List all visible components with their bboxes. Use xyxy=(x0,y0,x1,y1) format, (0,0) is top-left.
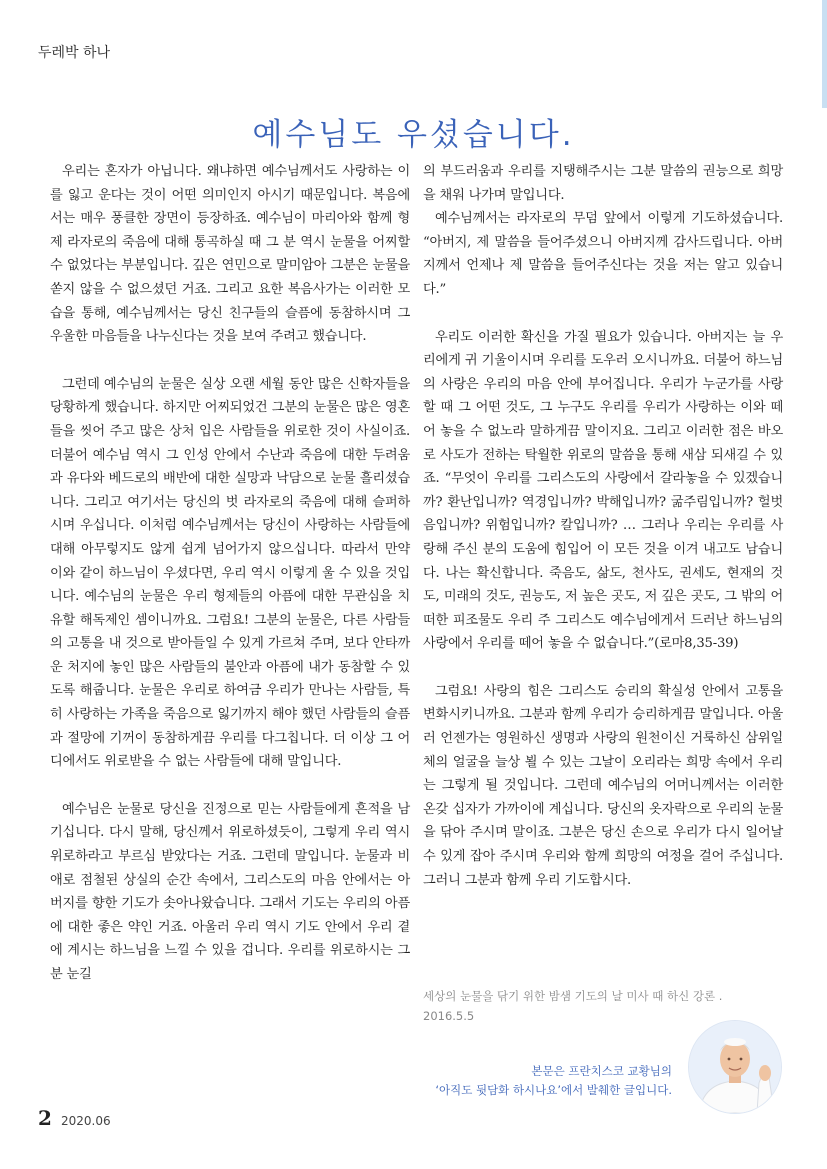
page-title: 예수님도 우셨습니다. xyxy=(252,116,575,153)
section-label: 두레박 하나 xyxy=(38,45,111,61)
pope-portrait-icon xyxy=(688,1020,782,1114)
source-line: 세상의 눈물을 닦기 위한 밤샘 기도의 날 미사 때 하신 강론 . xyxy=(423,989,723,1003)
paragraph: 우리도 이러한 확신을 가질 필요가 있습니다. 아버지는 늘 우리에게 귀 기울이시며 우리를 도우러 오시니까요. 더불어 하느님의 사랑은 우리의 마음 안에 부어집니다. 우리가 누군가를 사랑할 때 그 어떤 것도, 그 누구도 우리를 우리가 사랑하는 이와 떼어 놓을 수 없노라 말하게끔 말이지요. 그리고 이러한 점은 바오로 사도가 전하는 탁월한 위로의 말씀을 통해 새삼 되새길 수 있죠. “무엇이 우리를 그리스도의 사랑에서 갈라놓을 수 있겠습니까? 환난입니까? 역경입니까? 박해입니까? 굶주림입니까? 헐벗음입니까? 위험입니까? 칼입니까? … 그러나 우리는 우리를 사랑해 주신 분의 도움에 힘입어 이 모든 것을 이겨 내고도 남습니다. 나는 확신합니다. 죽음도, 삶도, 천사도, 권세도, 현재의 것도, 미래의 것도, 권능도, 저 높은 곳도, 저 깊은 곳도, 그 밖의 어떠한 피조물도 우리 주 그리스도 예수님에게서 드러난 하느님의 사랑에서 우리를 떼어 놓을 수 없습니다.”(로마8,35-39) xyxy=(423,329,783,652)
paragraph: 그런데 예수님의 눈물은 실상 오랜 세월 동안 많은 신학자들을 당황하게 했습니다. 하지만 어찌되었건 그분의 눈물은 많은 영혼들을 씻어 주고 많은 상처 입은 사람들을 위로한 것이 사실이죠. 더불어 예수님 역시 그 인성 안에서 수난과 죽음에 대한 두려움과 유다와 베드로의 배반에 대한 실망과 낙담으로 눈물 흘리셨습니다. 그리고 여기서는 당신의 벗 라자로의 죽음에 대해 슬퍼하시며 우십니다. 이처럼 예수님께서는 당신이 사랑하는 사람들에 대해 아무렇지도 않게 쉽게 넘어가지 않으십니다. 따라서 만약 이와 같이 하느님이 우셨다면, 우리 역시 이렇게 울 수 있을 것입니다. 예수님의 눈물은 우리 형제들의 아픔에 대한 무관심을 치유할 해독제인 셈이니까요. 그럼요! 그분의 눈물은, 다른 사람들의 고통을 내 것으로 받아들일 수 있게 가르쳐 주며, 보다 안타까운 처지에 놓인 많은 사람들의 불안과 아픔에 내가 동참할 수 있도록 해줍니다. 눈물은 우리로 하여금 우리가 만나는 사람들, 특히 사랑하는 가족을 죽음으로 잃기까지 해야 했던 사람들의 슬픔과 절망에 기꺼이 동참하게끔 우리를 다그칩니다. 더 이상 그 어디에서도 위로받을 수 없는 사람들에 대해 말입니다. xyxy=(50,376,410,770)
credit-line: ‘아직도 뒷담화 하시나요’에서 발췌한 글입니다. xyxy=(435,1083,672,1097)
page-footer xyxy=(38,1106,111,1130)
right-column xyxy=(423,160,783,892)
edge-accent-bar xyxy=(822,0,827,108)
left-column xyxy=(50,160,410,987)
source-date: 2016.5.5 xyxy=(423,1009,475,1023)
paragraph: 우리는 혼자가 아닙니다. 왜냐하면 예수님께서도 사랑하는 이를 잃고 운다는 것이 어떤 의미인지 아시기 때문입니다. 복음에서는 매우 풍클한 장면이 등장하죠. 예수님이 마리아와 함께 형제 라자로의 죽음에 대해 통곡하실 때 그 분 역시 눈물을 어찌할 수 없었다는 부분입니다. 깊은 연민으로 말미암아 그분은 눈물을 쏟지 않을 수 없으셨던 거죠. 그리고 요한 복음사가는 이러한 모습을 통해, 예수님께서는 당신 친구들의 슬픔에 동참하시며 그 우울한 마음들을 나누신다는 것을 보여 주려고 했습니다. xyxy=(50,164,410,345)
paragraph: 예수님께서는 라자로의 무덤 앞에서 이렇게 기도하셨습니다. “아버지, 제 말씀을 들어주셨으니 아버지께 감사드립니다. 아버지께서 언제나 제 말씀을 들어주신다는 것을 저는 알고 있습니다.” xyxy=(423,211,783,297)
paragraph: 예수님은 눈물로 당신을 진정으로 믿는 사람들에게 흔적을 남기십니다. 다시 말해, 당신께서 위로하셨듯이, 그렇게 우리 역시 위로하라고 부르심 받았다는 거죠. 그런데 말입니다. 눈물과 비애로 점철된 상실의 순간 속에서, 그리스도의 마음 안에서는 아버지를 향한 기도가 솟아나왔습니다. 그래서 기도는 우리의 아픔에 대한 좋은 약인 거죠. 아울러 우리 역시 기도 안에서 우리 곁에 계시는 하느님을 느낄 수 있을 겁니다. 우리를 위로하시는 그분 눈길 xyxy=(50,801,410,982)
paragraph: 의 부드러움과 우리를 지탱해주시는 그분 말씀의 권능으로 희망을 채워 나가며 말입니다. xyxy=(423,164,783,203)
paragraph: 그럼요! 사랑의 힘은 그리스도 승리의 확실성 안에서 고통을 변화시키니까요. 그분과 함께 우리가 승리하게끔 말입니다. 아울러 언젠가는 영원하신 생명과 사랑의 원천이신 거룩하신 삼위일체의 얼굴을 늘상 뵐 수 있는 그날이 오리라는 희망 속에서 우리는 그렇게 될 것입니다. 그런데 예수님의 어머니께서는 이러한 온갖 십자가 가까이에 계십니다. 당신의 옷자락으로 우리의 눈물을 닦아 주시며 말이죠. 그분은 당신 손으로 우리가 다시 일어날 수 있게 잡아 주시며 우리와 함께 희망의 여정을 걸어 주십니다. 그러니 그분과 함께 우리 기도합시다. xyxy=(423,683,783,888)
page-number: 2 xyxy=(38,1106,52,1130)
credit-line: 본문은 프란치스코 교황님의 xyxy=(531,1064,672,1078)
issue-date: 2020.06 xyxy=(61,1114,111,1128)
credit-note xyxy=(435,1062,672,1100)
